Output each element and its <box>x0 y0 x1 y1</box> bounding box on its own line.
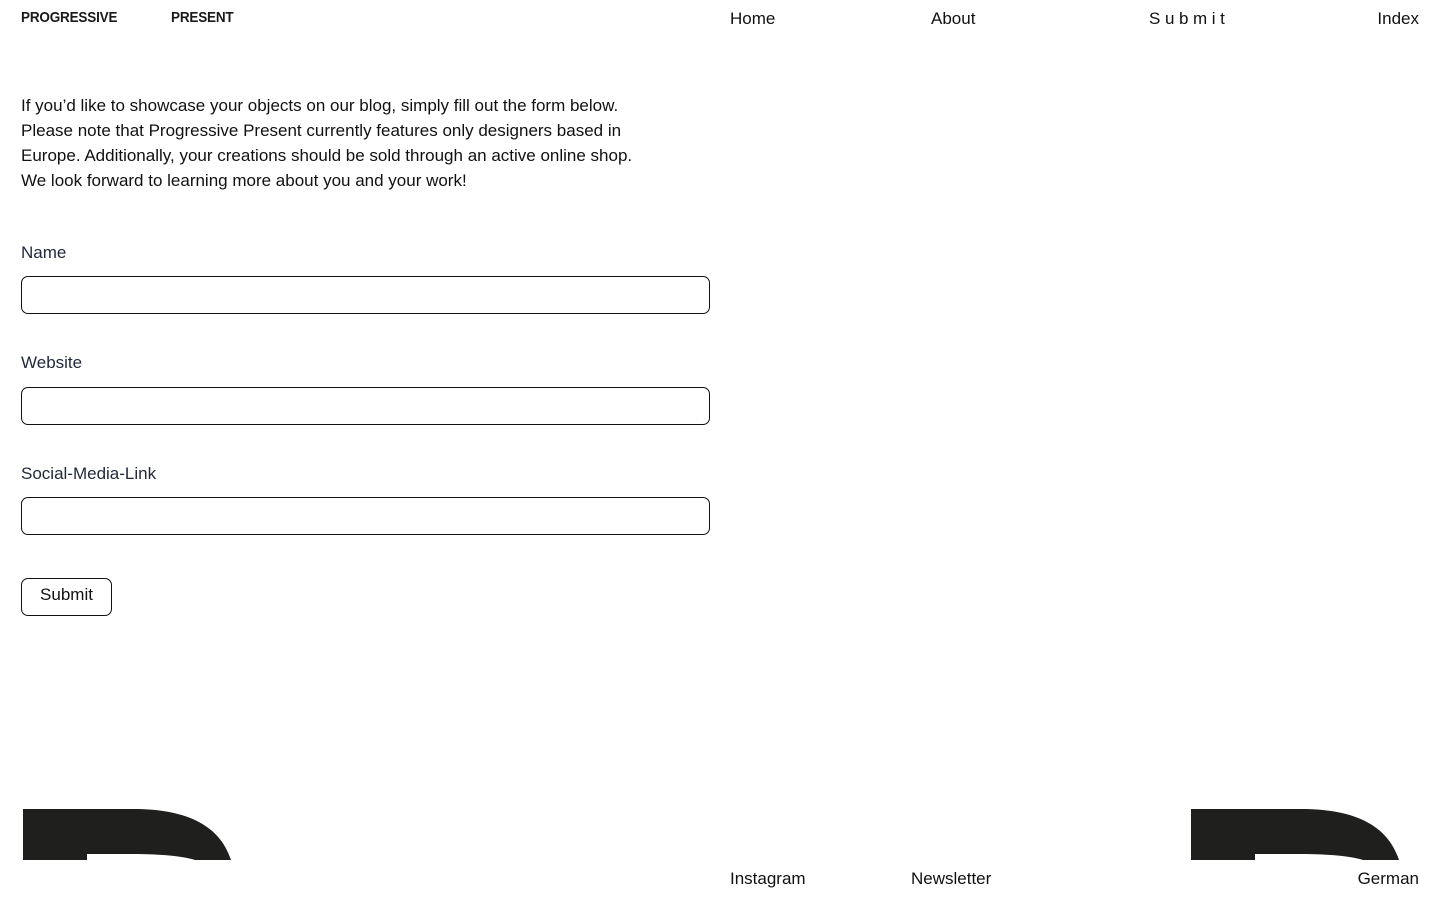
brand-logo-present[interactable]: PRESENT <box>171 9 234 26</box>
intro-line: Please note that Progressive Present currently features only designers based in <box>21 121 622 140</box>
intro-line: If you’d like to showcase your objects on our blog, simply fill out the form below. <box>21 96 619 115</box>
nav-submit-link[interactable]: Submit <box>1149 9 1230 28</box>
nav-about-link[interactable]: About <box>931 9 976 28</box>
social-media-link-input[interactable] <box>21 497 710 535</box>
language-switch-link[interactable]: German <box>1357 869 1419 888</box>
letter-p-icon <box>1191 809 1411 860</box>
intro-paragraph <box>21 93 721 193</box>
name-input[interactable] <box>21 276 710 314</box>
nav-index-link[interactable]: Index <box>1377 9 1419 28</box>
intro-line: Europe. Additionally, your creations should be sold through an active online shop. <box>21 146 633 165</box>
brand-logo-progressive[interactable]: PROGRESSIVE <box>21 9 118 26</box>
intro-line: We look forward to learning more about you and your work! <box>21 171 467 190</box>
social-media-link-label: Social-Media-Link <box>21 464 157 483</box>
letter-p-icon <box>23 809 243 860</box>
footer-newsletter-link[interactable]: Newsletter <box>911 869 992 888</box>
submit-button[interactable]: Submit <box>21 578 112 616</box>
nav-home-link[interactable]: Home <box>730 9 776 28</box>
name-label: Name <box>21 243 67 262</box>
website-label: Website <box>21 353 83 372</box>
website-input[interactable] <box>21 387 710 425</box>
large-letter-p-graphic-right <box>1191 809 1411 860</box>
footer-instagram-link[interactable]: Instagram <box>730 869 806 888</box>
large-letter-p-graphic-left <box>23 809 243 860</box>
